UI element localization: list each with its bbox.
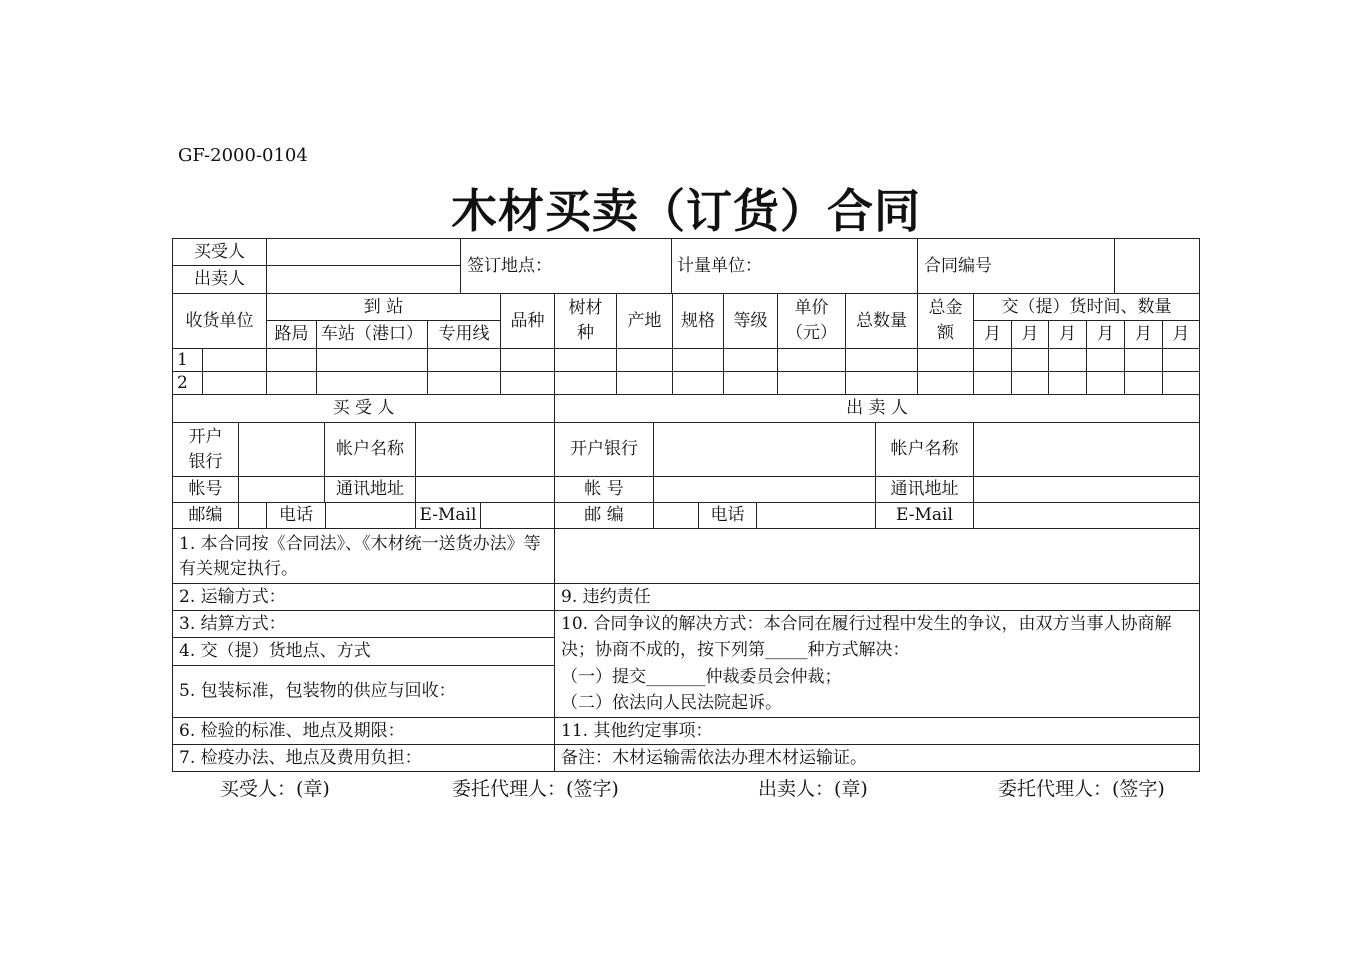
buyer-agent-signature[interactable]: 委托代理人：(签字) [452,778,619,800]
contract-no-label: 合同编号 [917,238,1115,294]
seller-field[interactable] [266,265,461,294]
term-1-blank[interactable] [554,528,1200,584]
total-amount-label: 总金额 [917,293,974,349]
variety-label: 品种 [500,293,555,349]
goods-cell[interactable] [316,348,428,372]
goods-cell[interactable] [202,348,267,372]
measure-unit-label: 计量单位： [677,255,762,276]
unit-price-label: 单价（元） [777,293,846,349]
seller-phone-label: 电话 [698,502,757,529]
station-port-label: 车站（港口） [316,320,428,349]
month-label: 月 [1048,320,1087,349]
buyer-email-label: E-Mail [415,502,481,529]
goods-row-number: 2 [172,371,203,395]
seller-signature[interactable]: 出卖人：(章) [758,778,868,800]
goods-cell[interactable] [723,371,778,395]
buyer-postcode-field[interactable] [238,502,267,529]
goods-cell[interactable] [845,371,918,395]
material-species-label: 树材种 [554,293,617,349]
buyer-signature[interactable]: 买受人：(章) [220,778,330,800]
term-4[interactable]: 4. 交（提）货地点、方式 [172,637,555,666]
goods-cell[interactable] [973,371,1012,395]
seller-label: 出卖人 [172,265,267,294]
measure-unit-field[interactable] [671,238,918,294]
goods-cell[interactable] [1162,348,1200,372]
month-label: 月 [1086,320,1125,349]
term-5[interactable]: 5. 包装标准，包装物的供应与回收： [172,665,555,718]
seller-phone-field[interactable] [756,502,876,529]
goods-cell[interactable] [202,371,267,395]
goods-cell[interactable] [917,348,974,372]
term-3[interactable]: 3. 结算方式： [172,610,555,638]
buyer-bank-field[interactable] [238,422,325,477]
month-label: 月 [1162,320,1200,349]
seller-account-no-field[interactable] [653,476,876,503]
goods-cell[interactable] [616,371,673,395]
buyer-account-no-field[interactable] [238,476,325,503]
total-qty-label: 总数量 [845,293,918,349]
contract-no-field[interactable] [1114,238,1200,294]
term-10-option-1: （一）提交_______仲裁委员会仲裁； [561,666,842,687]
special-line-label: 专用线 [427,320,501,349]
goods-cell[interactable] [427,371,501,395]
sign-place-field[interactable] [460,238,672,294]
goods-cell[interactable] [1124,348,1163,372]
seller-postcode-label: 邮 编 [554,502,654,529]
goods-cell[interactable] [1048,348,1087,372]
seller-bank-field[interactable] [653,422,876,477]
buyer-phone-field[interactable] [325,502,416,529]
goods-cell[interactable] [554,371,617,395]
buyer-postcode-label: 邮编 [172,502,239,529]
term-10[interactable] [554,610,1200,718]
buyer-email-field[interactable] [480,502,555,529]
arrive-station-label: 到 站 [266,293,501,321]
buyer-section-header: 买 受 人 [172,394,555,423]
goods-cell[interactable] [672,348,724,372]
buyer-account-name-field[interactable] [415,422,555,477]
term-1: 1. 本合同按《合同法》、《木材统一送货办法》等有关规定执行。 [172,528,555,584]
seller-section-header: 出 卖 人 [554,394,1200,423]
term-10-text: 10. 合同争议的解决方式：本合同在履行过程中发生的争议，由双方当事人协商解决；协商不成的，按下列第_____种方式解决： [561,614,1172,661]
goods-cell[interactable] [917,371,974,395]
goods-cell[interactable] [777,371,846,395]
buyer-account-name-label: 帐户名称 [324,422,416,477]
goods-cell[interactable] [973,348,1012,372]
goods-cell[interactable] [1086,371,1125,395]
goods-cell[interactable] [554,348,617,372]
goods-cell[interactable] [500,348,555,372]
goods-cell[interactable] [723,348,778,372]
goods-cell[interactable] [1011,371,1049,395]
buyer-phone-label: 电话 [266,502,326,529]
goods-row-number: 1 [172,348,203,372]
buyer-address-label: 通讯地址 [324,476,416,503]
month-label: 月 [973,320,1012,349]
seller-email-field[interactable] [973,502,1200,529]
grade-label: 等级 [723,293,778,349]
buyer-address-field[interactable] [415,476,555,503]
term-11[interactable]: 11. 其他约定事项： [554,717,1200,745]
goods-cell[interactable] [1011,348,1049,372]
goods-cell[interactable] [266,348,317,372]
seller-address-label: 通讯地址 [875,476,974,503]
form-code: GF-2000-0104 [178,145,308,166]
term-2[interactable]: 2. 运输方式： [172,583,555,611]
goods-cell[interactable] [500,371,555,395]
goods-cell[interactable] [427,348,501,372]
goods-cell[interactable] [845,348,918,372]
seller-address-field[interactable] [973,476,1200,503]
buyer-account-no-label: 帐号 [172,476,239,503]
contract-title: 木材买卖（订货）合同 [451,184,921,238]
goods-cell[interactable] [316,371,428,395]
receiver-label: 收货单位 [172,293,267,349]
term-7[interactable]: 7. 检疫办法、地点及费用负担： [172,744,555,772]
seller-account-no-label: 帐 号 [554,476,654,503]
goods-cell[interactable] [1048,371,1087,395]
note: 备注：木材运输需依法办理木材运输证。 [554,744,1200,772]
delivery-time-label: 交（提）货时间、数量 [973,293,1200,321]
origin-label: 产地 [616,293,673,349]
seller-account-name-field[interactable] [973,422,1200,477]
term-10-option-2: （二）依法向人民法院起诉。 [561,693,782,714]
seller-postcode-field[interactable] [653,502,699,529]
goods-cell[interactable] [672,371,724,395]
goods-cell[interactable] [616,348,673,372]
goods-cell[interactable] [777,348,846,372]
goods-cell[interactable] [266,371,317,395]
buyer-bank-label: 开户银行 [172,422,239,477]
seller-account-name-label: 帐户名称 [875,422,974,477]
goods-cell[interactable] [1162,371,1200,395]
term-6[interactable]: 6. 检验的标准、地点及期限： [172,717,555,745]
seller-email-label: E-Mail [875,502,974,529]
spec-label: 规格 [672,293,724,349]
term-9[interactable]: 9. 违约责任 [554,583,1200,611]
seller-agent-signature[interactable]: 委托代理人：(签字) [998,778,1165,800]
buyer-label: 买受人 [172,238,267,266]
seller-bank-label: 开户银行 [554,422,654,477]
bureau-label: 路局 [266,320,317,349]
goods-cell[interactable] [1086,348,1125,372]
month-label: 月 [1124,320,1163,349]
month-label: 月 [1011,320,1049,349]
sign-place-label: 签订地点： [467,255,552,276]
buyer-field[interactable] [266,238,461,266]
goods-cell[interactable] [1124,371,1163,395]
